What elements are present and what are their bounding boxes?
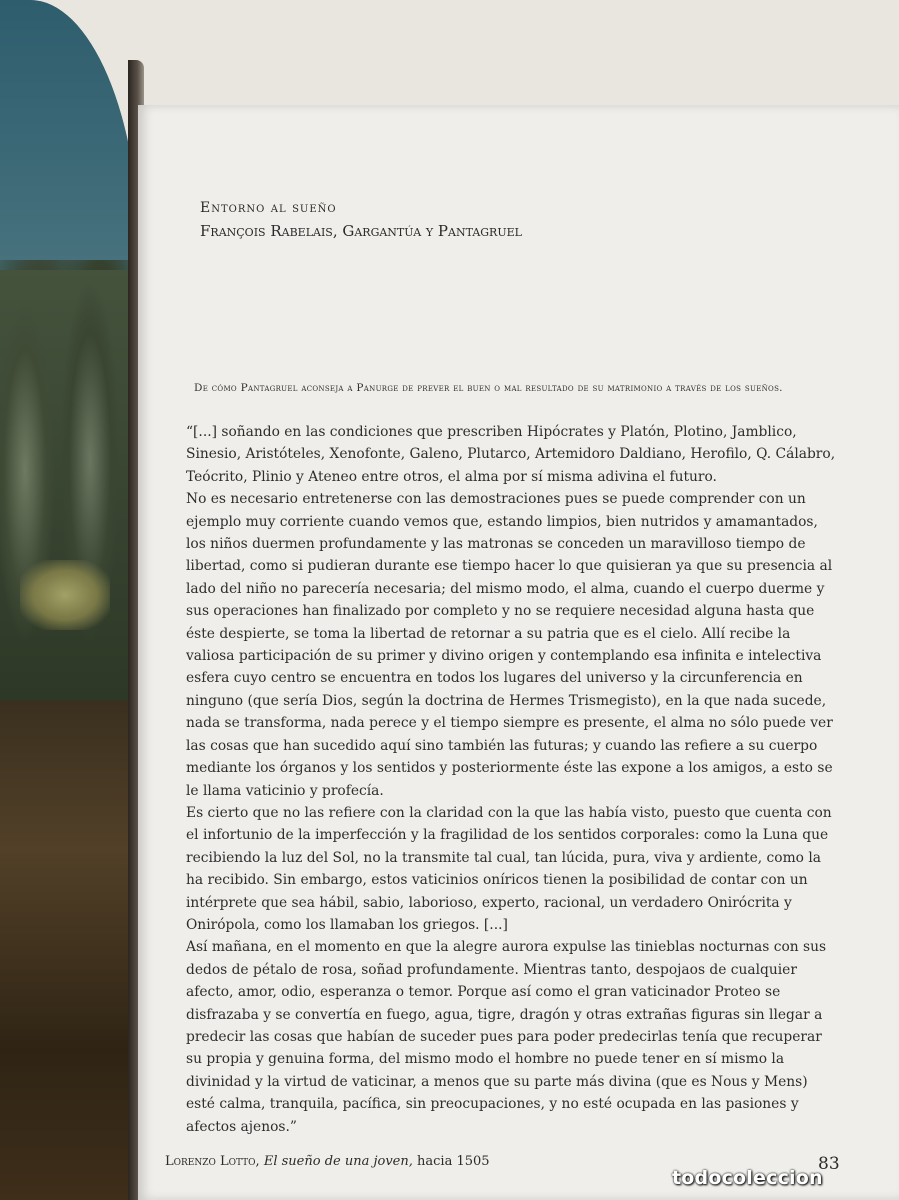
paragraph: Así mañana, en el momento en que la alegre aurora expulse las tinieblas nocturnas con sus dedos de pétalo de rosa, soñad profundamente. Mientras tanto, despojaos de cualquier afecto, amor, odio, esperanza o temor. Porque así como el gran vaticinador Proteo se disfrazaba y se convertía en fuego, agua, tigre, dragón y otras extrañas figuras sin llegar a predecir las cosas que habían de suceder pues para poder predecirlas tenía que recuperar su propia y genuina forma, del mismo modo el hombre no puede tener en sí mismo la divinidad y la virtud de vaticinar, a menos que su parte más divina (que es Nous y Mens) esté calma, tranquila, pacífica, sin preocupaciones, y no esté ocupada en las pasiones y afectos ajenos.” bbox=[186, 939, 827, 1135]
body-text bbox=[186, 421, 836, 1138]
paragraph: Es cierto que no las refiere con la claridad con la que las había visto, puesto que cuenta con el infortunio de la imperfección y la fragilidad de los sentidos corporales: como la Luna que recibiendo la luz del Sol, no la transmite tal cual, tan lúcida, pura, viva y ardiente, como la ha recibido. Sin embargo, estos vaticinios oníricos tienen la posibilidad de contar con un intérprete que sea hábil, sabio, laborioso, experto, racional, un verdadero Onirócrita y Onirópola, como los llamaban los griegos. [...] bbox=[186, 804, 832, 933]
section-byline: François Rabelais, Gargantúa y Pantagruel bbox=[200, 222, 522, 240]
caption-work: El sueño de una joven, bbox=[263, 1154, 413, 1169]
watermark: todocoleccion bbox=[672, 1167, 823, 1189]
page-number: 83 bbox=[818, 1154, 840, 1174]
caption-date: hacia 1505 bbox=[417, 1154, 490, 1169]
section-kicker: Entorno al sueño bbox=[200, 200, 337, 216]
facing-page-painting bbox=[0, 0, 140, 1200]
painting-trees bbox=[0, 270, 130, 700]
painting-light-patch bbox=[20, 560, 110, 630]
caption-author: Lorenzo Lotto, bbox=[165, 1154, 260, 1169]
paragraph: No es necesario entretenerse con las demostraciones pues se puede comprender con un ejemplo muy corriente cuando vemos que, estando limpios, bien nutridos y amamantados, los niños duermen profundamente y las matronas se conceden un maravilloso tiempo de libertad, como si pudieran durante ese tiempo hacer lo que quisieran ya que su presencia al lado del niño no parecería necesaria; del mismo modo, el alma, cuando el cuerpo duerme y sus operaciones han finalizado por completo y no se requiere necesidad alguna hasta que éste despierte, se toma la libertad de retornar a su patria que es el cielo. Allí recibe la valiosa participación de su primer y divino origen y contemplando esa infinita e intelectiva esfera cuyo centro se encuentra en todos los lugares del universo y la circunferencia en ninguno (que sería Dios, según la doctrina de Hermes Trismegisto), en la que nada sucede, nada se transforma, nada perece y el tiempo siempre es presente, el alma no sólo puede ver las cosas que han sucedido aquí sino también las futuras; y cuando las refiere a su cuerpo mediante los órganos y los sentidos y posteriormente éste las expone a los amigos, a esto se le llama vaticinio y profecía. bbox=[186, 491, 833, 799]
image-caption bbox=[165, 1154, 490, 1169]
chapter-title: De cómo Pantagruel aconseja a Panurge de prever el buen o mal resultado de su matrimonio a través de los sueños. bbox=[194, 382, 783, 394]
painting-ground bbox=[0, 700, 130, 1200]
painting-sky bbox=[0, 0, 140, 260]
paragraph: “[...] soñando en las condiciones que prescriben Hipócrates y Platón, Plotino, Jamblico, Sinesio, Aristóteles, Xenofonte, Galeno, Plutarco, Artemidoro Daldiano, Herofilo, Q. Cálabro, Teócrito, Plinio y Ateneo entre otros, el alma por sí misma adivina el futuro. bbox=[186, 424, 836, 485]
section-heading bbox=[200, 198, 522, 242]
